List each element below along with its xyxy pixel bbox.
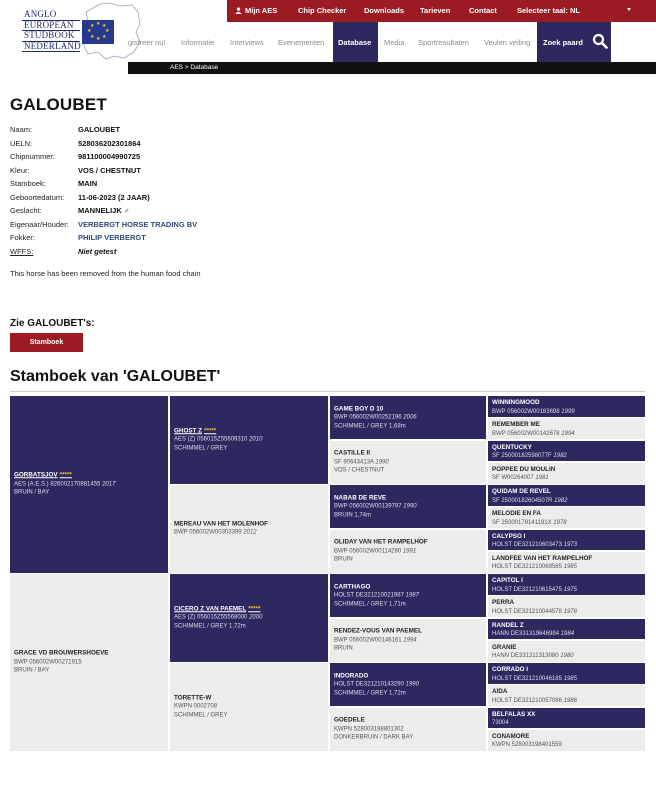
birth-year: 1999	[561, 408, 575, 415]
pedigree-cell[interactable]	[488, 418, 645, 439]
pedigree-cell[interactable]	[488, 641, 645, 662]
pedigree-cell[interactable]	[488, 596, 645, 617]
pedigree-cell[interactable]	[10, 396, 168, 573]
horse-name-link[interactable]: CARTHAGO	[334, 582, 371, 590]
nav-media[interactable]: Media	[384, 38, 405, 47]
horse-name-link[interactable]: GRACE VD BROUWERSHOEVE	[14, 649, 109, 657]
logo-line-2: EUROPEAN	[22, 21, 80, 32]
info-label: Stamboek:	[10, 179, 46, 188]
nav-sportresultaten[interactable]: Sportresultaten	[418, 38, 469, 47]
pedigree-detail: SCHIMMEL / GREY 1,71m	[334, 600, 406, 607]
birth-year: 1984	[560, 631, 575, 637]
birth-year: 1990	[405, 681, 419, 688]
nav-informatie[interactable]: Informatie	[181, 38, 215, 47]
pedigree-detail: HANN DE331311313080 1980	[492, 653, 574, 660]
pedigree-detail: HOLST DE321210044578 1978	[492, 608, 577, 615]
user-icon	[235, 7, 242, 14]
pedigree-detail: SF W00264007 1981	[492, 475, 549, 482]
pedigree-cell[interactable]	[488, 396, 645, 417]
pedigree-cell-content	[174, 427, 324, 453]
pedigree-cell-content	[334, 672, 482, 698]
breadcrumb-bar	[128, 62, 656, 74]
horse-name-link[interactable]: GAME BOY D 10	[334, 404, 384, 412]
pedigree-cell-content	[334, 449, 482, 475]
pedigree-cell-content	[334, 405, 482, 431]
horse-name-link[interactable]: TORETTE-W	[174, 694, 212, 701]
pedigree-cell[interactable]	[488, 685, 645, 706]
pedigree-cell[interactable]	[170, 663, 328, 751]
horse-name-link[interactable]: GRANIE	[492, 643, 517, 651]
pedigree-detail: SCHIMMEL / GREY 1,68m	[334, 422, 406, 429]
pedigree-cell-content	[492, 711, 641, 728]
eu-flag-icon: ★ ★ ★ ★ ★ ★ ★ ★	[82, 20, 114, 44]
birth-year: 2012	[243, 529, 257, 536]
horse-name-link[interactable]: QUENTUCKY	[492, 443, 532, 451]
info-label: Kleur:	[10, 165, 30, 175]
pedigree-cell-content	[492, 688, 641, 705]
search-icon[interactable]	[592, 33, 608, 49]
pedigree-cell-content	[492, 555, 641, 572]
horse-name-link[interactable]: MELODIE EN FA	[492, 510, 541, 518]
info-value: 11-06-2023 (2 JAAR)	[78, 192, 150, 202]
birth-year: 1985	[563, 564, 577, 571]
chevron-down-icon[interactable]	[627, 8, 631, 11]
pedigree-detail: SF 25000182598077F 1982	[492, 453, 567, 459]
pedigree-detail: BWP 056002W00271915	[14, 659, 82, 665]
info-value: 528036202301864	[78, 138, 141, 148]
birth-year: 1985	[563, 675, 577, 682]
pedigree-detail: HOLST DE321210021987 1987	[334, 592, 419, 599]
horse-name-link[interactable]: RANDEL Z	[492, 621, 524, 629]
owner-link[interactable]: VERBERGT HORSE TRADING BV	[78, 219, 198, 229]
horse-name-link[interactable]: OLIDAY VAN HET RAMPELHOF	[334, 538, 428, 546]
birth-year: 2017	[102, 481, 116, 487]
horse-name-link[interactable]: CAPITOL I	[492, 577, 523, 584]
pedigree-cell[interactable]	[330, 485, 486, 528]
horse-name-link[interactable]: AIDA	[492, 688, 508, 696]
pedigree-cell-content	[334, 494, 482, 520]
pedigree-table	[10, 396, 645, 752]
birth-year: 1980	[560, 653, 574, 660]
horse-name-link[interactable]: BELFALAS XX	[492, 710, 536, 718]
mijn-aes-label: Mijn AES	[245, 6, 278, 15]
nav-zoek-paard[interactable]: Zoek paard	[543, 38, 584, 47]
info-value: 981100004990725	[78, 152, 141, 161]
horse-name-link[interactable]: PERRA	[492, 599, 515, 607]
horse-name-link[interactable]: RENDEZ-VOUS VAN PAEMEL	[334, 627, 422, 635]
pedigree-detail: HOLST DE321210069585 1985	[492, 564, 577, 571]
info-label: Eigenaar/Houder:	[10, 219, 69, 229]
horse-name-link[interactable]: CASTILLE II	[334, 449, 371, 457]
birth-year: 1982	[554, 497, 568, 504]
logo-text	[22, 10, 80, 52]
chip-checker-link[interactable]: Chip Checker	[298, 6, 347, 15]
pedigree-cell-content	[492, 644, 641, 661]
pedigree-cell[interactable]	[330, 619, 486, 662]
pedigree-cell[interactable]	[488, 730, 645, 751]
pedigree-detail: BRUIN	[334, 556, 353, 563]
pedigree-cell[interactable]	[330, 396, 486, 439]
pedigree-cell[interactable]	[170, 574, 328, 662]
pedigree-cell-content	[492, 421, 641, 438]
birth-year: 2006	[403, 414, 417, 421]
pedigree-detail: SCHIMMEL / GREY 1,72m	[334, 689, 406, 696]
pedigree-cell[interactable]	[10, 574, 168, 751]
info-value: MAIN	[78, 179, 98, 188]
pedigree-cell[interactable]	[330, 530, 486, 573]
food-chain-note: This horse has been removed from the human food chain	[10, 269, 201, 278]
pedigree-detail: BRUIN / BAY	[14, 489, 50, 496]
horse-name-link[interactable]: POPPEE DU MOULIN	[492, 465, 556, 473]
pedigree-cell-content	[492, 488, 641, 505]
logo-line-4: NEDERLAND	[24, 40, 81, 51]
pedigree-cell-content	[174, 605, 324, 631]
pedigree-cell[interactable]	[488, 507, 645, 528]
pedigree-detail: VOS / CHESTNUT	[334, 467, 385, 474]
info-label: Chipnummer:	[10, 152, 56, 161]
pedigree-detail: BRUIN / BAY	[14, 667, 50, 674]
pedigree-cell[interactable]	[488, 485, 645, 506]
downloads-link[interactable]: Downloads	[364, 6, 405, 15]
horse-name-link[interactable]: INDORADO	[334, 671, 369, 679]
pedigree-cell-content	[14, 472, 164, 498]
birth-year: 2010	[249, 436, 263, 443]
breadcrumb[interactable]: AES > Database	[170, 64, 219, 71]
nav-interviews[interactable]: Interviews	[230, 38, 264, 47]
pedigree-cell[interactable]	[488, 574, 645, 595]
pedigree-detail: BRUIN 1,74m	[334, 511, 372, 518]
pedigree-cell-content	[14, 650, 164, 676]
pedigree-detail: SF 90643413A 1990	[334, 458, 389, 465]
pedigree-detail: HOLST DE321210615475 1975	[492, 586, 577, 593]
pedigree-cell-content	[492, 466, 641, 483]
info-value: Niet getest	[78, 246, 117, 256]
logo-line-3: STUDBOOK	[22, 31, 80, 42]
pedigree-title: Stamboek van 'GALOUBET'	[10, 368, 221, 385]
top-utility-bar	[227, 0, 656, 22]
pedigree-detail: SCHIMMEL / GREY	[174, 445, 228, 451]
horse-name-link[interactable]: CORRADO I	[492, 666, 529, 673]
birth-year: 1990	[375, 458, 389, 465]
horse-name-link[interactable]: CALYPSO I	[492, 532, 526, 540]
birth-year: 2000	[249, 614, 263, 621]
pedigree-detail: KWPN 528003198401559	[492, 742, 562, 749]
horse-name-link[interactable]: GHOST Z *****	[174, 427, 217, 434]
birth-year: 1991	[402, 547, 417, 554]
pedigree-cell-content	[492, 577, 641, 594]
pedigree-detail: KWPN 0002708	[174, 703, 218, 710]
pedigree-cell-content	[492, 622, 641, 639]
logo-line-1: ANGLO	[22, 10, 80, 21]
language-label: Selecteer taal:	[517, 6, 568, 15]
pedigree-detail: BRUIN	[334, 645, 353, 652]
pedigree-cell[interactable]	[488, 619, 645, 640]
pedigree-cell-content	[334, 716, 482, 742]
pedigree-cell-content	[492, 510, 641, 527]
pedigree-detail: HOLST DE321210046185 1985	[492, 675, 577, 682]
birth-year: 1994	[561, 430, 575, 437]
pedigree-cell[interactable]	[330, 574, 486, 617]
horse-name-link[interactable]: MEREAU VAN HET MOLENHOF	[174, 520, 268, 528]
birth-year: 1975	[563, 586, 577, 593]
pedigree-cell[interactable]	[170, 396, 328, 484]
pedigree-cell-content	[492, 399, 641, 416]
rating-stars-icon: *****	[59, 471, 72, 479]
info-label: Fokker:	[10, 233, 36, 242]
pedigree-cell-content	[334, 583, 482, 609]
pedigree-cell[interactable]	[488, 663, 645, 684]
pedigree-cell[interactable]	[488, 441, 645, 462]
birth-year: 1990	[403, 503, 417, 510]
pedigree-cell-content	[492, 599, 641, 616]
pedigree-detail: BWP 056002W00142678 1994	[492, 430, 575, 437]
horse-name-link[interactable]: GORBATSJOV *****	[14, 471, 72, 479]
info-value: VOS / CHESTNUT	[78, 165, 141, 175]
aes-logo[interactable]	[22, 2, 140, 62]
tarieven-link[interactable]: Tarieven	[420, 6, 451, 15]
pedigree-detail: HOLST DE321210057086 1986	[492, 697, 577, 704]
see-also-heading: Zie GALOUBET's:	[10, 318, 95, 329]
rating-stars-icon: *****	[204, 427, 217, 434]
mijn-aes-link[interactable]	[235, 6, 277, 15]
pedigree-cell[interactable]	[330, 708, 486, 751]
info-label: Geboortedatum:	[10, 192, 65, 202]
nav-evenementen[interactable]: Evenementen	[278, 38, 325, 47]
info-value: GALOUBET	[78, 125, 121, 134]
pedigree-detail: SCHIMMEL / GREY	[174, 712, 228, 718]
horse-name-link[interactable]: WINNINGMOOD	[492, 399, 540, 406]
contact-link[interactable]: Contact	[469, 6, 497, 15]
pedigree-cell[interactable]	[330, 663, 486, 706]
pedigree-detail: KWPN 528003198801302	[334, 725, 404, 732]
birth-year: 1986	[563, 697, 577, 704]
horse-name-link[interactable]: CONAMORE	[492, 732, 530, 740]
birth-year: 1978	[553, 519, 567, 526]
pedigree-cell-content	[174, 520, 324, 537]
birth-year: 1981	[535, 475, 549, 482]
horse-name-link[interactable]: CICERO Z VAN PAEMEL *****	[174, 605, 261, 612]
pedigree-cell-content	[492, 533, 641, 550]
info-value: MANNELIJK ♂	[78, 206, 130, 215]
pedigree-detail: HOLST DE321210143290 1990	[334, 681, 419, 688]
birth-year: 1978	[563, 608, 577, 615]
horse-name-link[interactable]: NABAB DE REVE	[334, 493, 387, 501]
pedigree-detail: BWP 056002W00146161 1994	[334, 636, 417, 643]
birth-year: 1973	[563, 542, 577, 548]
pedigree-detail: DONKERBRUIN / DARK BAY	[334, 734, 414, 741]
horse-name-link[interactable]: REMEMBER ME	[492, 421, 540, 429]
wffs-label-link[interactable]: WFFS:	[10, 246, 34, 256]
pedigree-cell[interactable]	[488, 463, 645, 484]
pedigree-detail: BWP 056002W00303399 2012	[174, 529, 257, 536]
pedigree-detail: 73004	[492, 720, 509, 726]
nav-database[interactable]: Database	[338, 38, 372, 47]
pedigree-cell[interactable]	[488, 530, 645, 551]
pedigree-cell-content	[174, 694, 324, 720]
pedigree-detail: AES (Z) 056015Z55609310 2010	[174, 436, 263, 443]
stamboek-button[interactable]: Stamboek	[10, 333, 83, 352]
pedigree-detail: SCHIMMEL / GREY 1,72m	[174, 623, 246, 629]
pedigree-detail: BWP 056002W00183698 1999	[492, 408, 575, 415]
pedigree-cell-content	[492, 666, 641, 683]
pedigree-detail: AES (A.E.S.) 826002170881455 2017	[14, 481, 116, 487]
pedigree-detail: BWP 056002W00252196 2006	[334, 414, 417, 421]
info-label: Geslacht:	[10, 206, 42, 215]
page-title: GALOUBET	[10, 95, 107, 114]
divider	[10, 391, 645, 392]
pedigree-cell-content	[334, 627, 482, 653]
pedigree-cell[interactable]	[330, 441, 486, 484]
breeder-link[interactable]: PHILIP VERBERGT	[78, 233, 146, 242]
info-label: Naam:	[10, 125, 33, 134]
birth-year: 1982	[553, 453, 567, 459]
pedigree-detail: HOLST DE321210603473 1973	[492, 542, 577, 548]
pedigree-cell-content	[334, 538, 482, 564]
nav-veulen-veiling[interactable]: Veulen veiling	[484, 38, 531, 47]
horse-name-link[interactable]: GOEDELE	[334, 716, 365, 724]
birth-year: 1987	[405, 592, 419, 599]
pedigree-detail: HANN DE331319646984 1984	[492, 631, 575, 637]
info-label: UELN:	[10, 138, 33, 148]
pedigree-cell[interactable]	[488, 708, 645, 729]
horse-name-link[interactable]: QUIDAM DE REVEL	[492, 488, 551, 495]
nav-registreer[interactable]: gistreer nu!	[128, 38, 166, 47]
pedigree-detail: AES (Z) 056015Z55568000 2000	[174, 614, 263, 621]
horse-name-link[interactable]: LANDFEE VAN HET RAMPELHOF	[492, 554, 593, 562]
pedigree-cell-content	[492, 444, 641, 461]
pedigree-detail: SF 25000182604507R 1982	[492, 497, 568, 504]
pedigree-cell[interactable]	[488, 552, 645, 573]
rating-stars-icon: *****	[248, 605, 261, 612]
language-select[interactable]: NL	[570, 6, 580, 15]
pedigree-detail: SF 25000178141191X 1978	[492, 519, 567, 526]
pedigree-detail: BWP 056002W00114280 1991	[334, 547, 417, 554]
pedigree-cell[interactable]	[170, 485, 328, 573]
pedigree-cell-content	[492, 733, 641, 750]
pedigree-detail: BWP 056002W00139797 1990	[334, 503, 417, 510]
birth-year: 1994	[403, 636, 417, 643]
